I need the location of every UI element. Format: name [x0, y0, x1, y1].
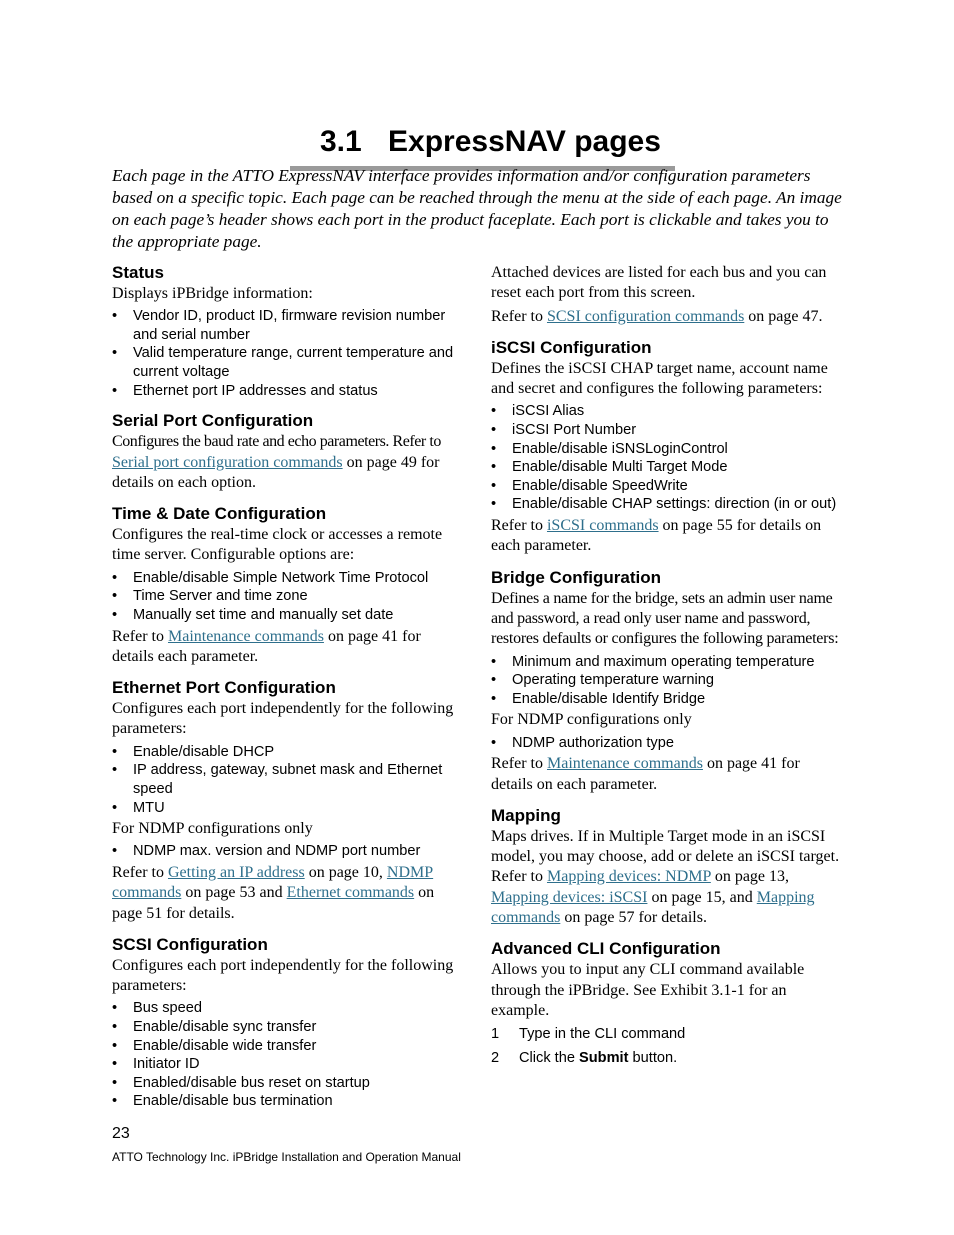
timedate-refer: Refer to Maintenance commands on page 41 for details each parameter.: [112, 627, 421, 665]
timedate-heading: Time & Date Configuration: [112, 504, 327, 524]
list-item: • iSCSI Port Number: [491, 421, 841, 440]
maintenance-commands-link[interactable]: Maintenance commands: [546, 755, 703, 773]
iscsi-list: [491, 402, 841, 514]
list-item: • MTU: [112, 799, 462, 818]
ndmp-commands-link[interactable]: NDMP commands: [112, 863, 434, 902]
list-item: • Bus speed: [112, 999, 462, 1018]
serial-desc: Configures the baud rate and echo parameters. Refer to Serial port configuration commands on page 49 for details on each option.: [112, 433, 441, 491]
iscsi-desc: Defines the iSCSI CHAP target name, account name and secret and configures the following parameters:: [491, 359, 828, 398]
section-title: ExpressNAV pages: [388, 125, 661, 159]
bridge-refer: Refer to Maintenance commands on page 41 for details on each parameter.: [491, 755, 800, 793]
list-item: • Enabled/disable bus reset on startup: [112, 1074, 462, 1093]
ethernet-list: [112, 743, 462, 817]
scsi-list: [112, 999, 462, 1111]
scsi-heading: SCSI Configuration: [112, 934, 268, 954]
list-item: • Enable/disable bus termination: [112, 1092, 462, 1111]
list-item: • Initiator ID: [112, 1055, 462, 1074]
list-item: • Ethernet port IP addresses and status: [112, 382, 462, 401]
bridge-ndmp-note: For NDMP configurations only: [491, 711, 692, 729]
page-number: 23: [112, 1125, 130, 1142]
list-item: • NDMP max. version and NDMP port number: [112, 842, 462, 861]
scsi-commands-link[interactable]: SCSI configuration commands: [546, 307, 745, 325]
ethernet-refer: Refer to Getting an IP address on page 10, NDMP commands on page 53 and Ethernet commands on page 51 for details.: [112, 863, 435, 922]
list-item: • Enable/disable wide transfer: [112, 1037, 462, 1056]
submit-label: Submit: [579, 1050, 629, 1067]
ethernet-desc: Configures each port independently for the following parameters:: [112, 700, 454, 738]
timedate-list: [112, 569, 462, 625]
mapping-desc: Maps drives. If in Multiple Target mode in an iSCSI model, you may choose, add or delete an iSCSI target. Refer to Mapping devices: NDMP on page 13, Mapping devices: iSCSI on page 15, and Mapping commands on page 57 for details.: [491, 827, 840, 926]
cli-desc: Allows you to input any CLI command available through the iPBridge. See Exhibit 3.1-1 for an example.: [491, 961, 805, 1019]
serial-heading: Serial Port Configuration: [112, 411, 314, 431]
list-item: • Enable/disable Identify Bridge: [491, 690, 841, 709]
list-item: • Enable/disable Multi Target Mode: [491, 458, 841, 477]
status-heading: Status: [112, 263, 164, 282]
iscsi-commands-link[interactable]: iSCSI commands: [546, 517, 659, 535]
mapping-commands-link[interactable]: Mapping commands: [491, 888, 815, 926]
list-item: • Enable/disable CHAP settings: direction (in or out): [491, 495, 841, 514]
status-list: [112, 307, 462, 400]
list-item: • Minimum and maximum operating temperature: [491, 653, 841, 672]
iscsi-refer: Refer to iSCSI commands on page 55 for details on each parameter.: [491, 517, 822, 555]
ethernet-ndmp-list: [112, 842, 462, 861]
list-item: • IP address, gateway, subnet mask and Ethernet speed: [112, 761, 462, 798]
step-item: 1 Type in the CLI command: [491, 1026, 686, 1043]
maintenance-commands-link[interactable]: Maintenance commands: [167, 627, 324, 645]
list-item: • Operating temperature warning: [491, 671, 841, 690]
ethernet-heading: Ethernet Port Configuration: [112, 678, 336, 698]
scsi-refer: Refer to SCSI configuration commands on page 47.: [491, 307, 823, 325]
bridge-heading: Bridge Configuration: [491, 567, 661, 587]
list-item: • iSCSI Alias: [491, 402, 841, 421]
bridge-ndmp-list: [491, 734, 841, 753]
mapping-heading: Mapping: [491, 805, 561, 825]
iscsi-heading: iSCSI Configuration: [491, 337, 652, 357]
list-item: • Valid temperature range, current temperature and current voltage: [112, 344, 462, 381]
list-item: • Time Server and time zone: [112, 587, 462, 606]
section-number: 3.1: [320, 125, 362, 159]
list-item: • Enable/disable Simple Network Time Protocol: [112, 569, 462, 588]
list-item: • Enable/disable SpeedWrite: [491, 477, 841, 496]
scsi-desc: Configures each port independently for the following parameters:: [112, 956, 454, 995]
serial-commands-link[interactable]: Serial port configuration commands: [112, 453, 343, 471]
list-item: • Vendor ID, product ID, firmware revision number and serial number: [112, 307, 462, 344]
getting-ip-address-link[interactable]: Getting an IP address: [167, 863, 305, 881]
right-column: [491, 263, 841, 1073]
timedate-desc: Configures the real-time clock or accesses a remote time server. Configurable options are:: [112, 526, 443, 564]
list-item: • Enable/disable sync transfer: [112, 1018, 462, 1037]
mapping-iscsi-link[interactable]: Mapping devices: iSCSI: [491, 888, 648, 906]
intro-paragraph: Each page in the ATTO ExpressNAV interface provides information and/or configuration parameters based on a specific topic. Each page can be reached through the menu at the side of each page. An image on each page’s header shows each port in the product faceplate. Each port is clickable and takes you to the appropriate page.: [112, 166, 842, 251]
cli-heading: Advanced CLI Configuration: [491, 939, 721, 959]
list-item: • NDMP authorization type: [491, 734, 841, 753]
status-desc: Displays iPBridge information:: [112, 285, 313, 302]
page-title: [290, 123, 675, 171]
left-column: [112, 262, 462, 1113]
bridge-list: [491, 653, 841, 709]
ethernet-ndmp-note: For NDMP configurations only: [112, 820, 313, 838]
ethernet-commands-link[interactable]: Ethernet commands: [286, 884, 415, 902]
list-item: • Manually set time and manually set date: [112, 606, 462, 625]
step-item: 2 Click the Submit button.: [491, 1050, 678, 1067]
cli-steps: [491, 1025, 841, 1068]
mapping-ndmp-link[interactable]: Mapping devices: NDMP: [546, 868, 711, 886]
list-item: • Enable/disable DHCP: [112, 743, 462, 762]
bridge-desc: Defines a name for the bridge, sets an admin user name and password, a read only user name and password, restores defaults or configures the following parameters:: [491, 589, 839, 648]
footer-text: ATTO Technology Inc. iPBridge Installation and Operation Manual: [112, 1150, 461, 1164]
scsi-cont: Attached devices are listed for each bus and you can reset each port from this screen.: [491, 264, 827, 302]
list-item: • Enable/disable iSNSLoginControl: [491, 440, 841, 459]
